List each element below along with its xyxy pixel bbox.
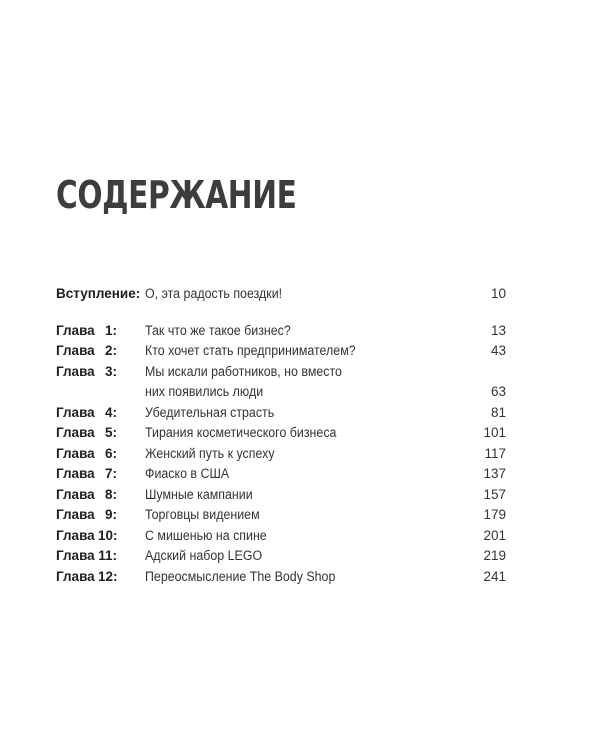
intro-page-number: 10 [490,286,506,301]
chapter-title [145,362,403,403]
chapter-label: Глава 5: [56,425,117,440]
chapter-page-number: 63 [490,384,506,399]
toc-entry-chapter-1 [56,321,506,342]
chapter-title: Так что же такое бизнес? [145,322,291,338]
chapter-label: Глава 12: [56,568,118,584]
intro-title: О, эта радость поездки! [145,286,283,301]
chapter-page-number: 179 [483,507,506,522]
toc-entry-chapter-7 [56,464,506,485]
toc-entry-chapter-4 [56,403,506,424]
chapter-title: Шумные кампании [145,486,253,502]
chapter-label: Глава 3: [56,363,117,379]
chapter-title: Фиаско в США [145,466,230,481]
chapter-title: С мишенью на спине [145,527,267,543]
chapter-page-number: 241 [483,568,506,584]
chapter-title: Адский набор LEGO [145,548,263,563]
chapter-page-number: 13 [490,322,506,338]
chapter-title: Кто хочет стать предпринимателем? [145,343,356,358]
toc-entry-chapter-12 [56,567,506,588]
toc-entry-chapter-9 [56,505,506,526]
chapter-title: Убедительная страсть [145,404,275,420]
chapter-page-number: 81 [490,404,506,420]
toc-entry-chapter-6 [56,444,506,465]
toc-entry-intro [56,284,506,305]
chapter-label: Глава 10: [56,527,118,543]
toc-entry-chapter-11 [56,546,506,567]
chapter-page-number: 43 [490,343,506,358]
chapter-label: Глава 11: [56,548,117,563]
chapter-label: Глава 1: [56,322,117,338]
chapter-page-number: 219 [483,548,506,563]
chapter-title: Тирания косметического бизнеса [145,425,337,440]
toc-entry-chapter-10 [56,526,506,547]
table-of-contents [56,284,506,587]
page-title: СОДЕРЖАНИЕ [56,173,297,217]
chapter-title: Торговцы видением [145,507,260,522]
chapter-label: Глава 4: [56,404,117,420]
toc-entry-chapter-8 [56,485,506,506]
chapter-label: Глава 8: [56,486,117,502]
chapter-page-number: 157 [483,486,506,502]
chapter-label: Глава 7: [56,466,117,481]
toc-entry-chapter-2 [56,341,506,362]
chapter-title: Переосмысление The Body Shop [145,568,336,584]
chapter-label: Глава 6: [56,445,117,461]
intro-label: Вступление: [56,286,141,301]
toc-entry-chapter-3 [56,362,506,403]
chapter-label: Глава 2: [56,343,117,358]
toc-entry-chapter-5 [56,423,506,444]
chapter-title-line-1: Мы искали работников, но вместо [145,363,342,379]
chapter-title: Женский путь к успеху [145,445,275,461]
chapter-title-line-2: них появились люди [145,384,264,399]
chapter-page-number: 101 [483,425,506,440]
chapter-page-number: 137 [483,466,506,481]
chapter-page-number: 117 [484,445,506,461]
chapter-page-number: 201 [483,527,506,543]
chapter-label: Глава 9: [56,507,117,522]
